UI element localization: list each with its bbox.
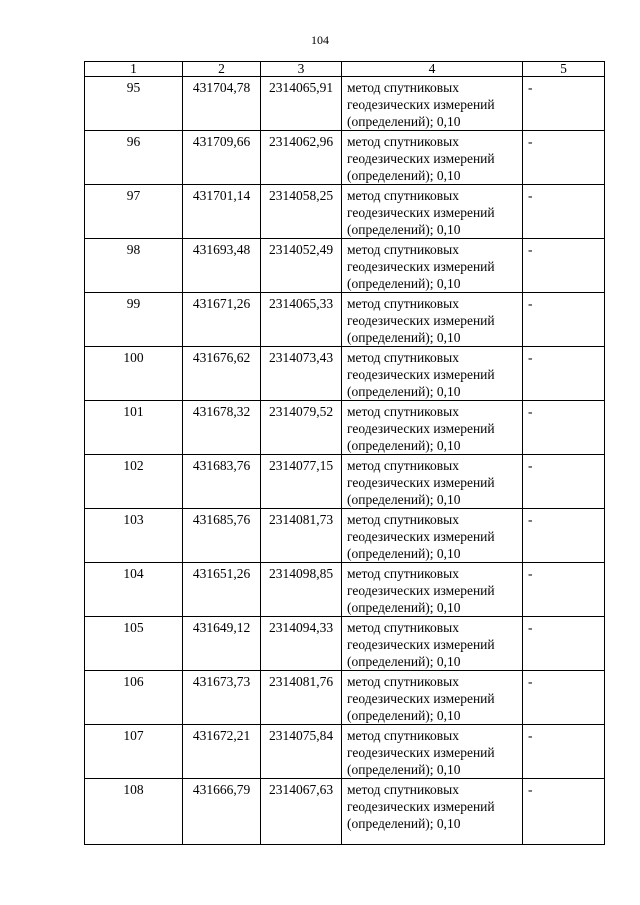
note-cell: - — [523, 671, 605, 725]
note-cell: - — [523, 509, 605, 563]
coord-y: 2314073,43 — [261, 347, 342, 401]
method-line: геодезических измерений — [347, 745, 495, 760]
method-cell — [342, 725, 523, 779]
point-number: 97 — [85, 185, 183, 239]
method-line: геодезических измерений — [347, 529, 495, 544]
coord-x: 431709,66 — [183, 131, 261, 185]
method-line: геодезических измерений — [347, 313, 495, 328]
coordinates-table — [84, 61, 605, 845]
header-col-5: 5 — [523, 62, 605, 77]
coord-y: 2314075,84 — [261, 725, 342, 779]
point-number: 100 — [85, 347, 183, 401]
method-line: (определений); 0,10 — [347, 546, 461, 561]
header-col-3: 3 — [261, 62, 342, 77]
coord-y: 2314058,25 — [261, 185, 342, 239]
note-cell: - — [523, 725, 605, 779]
table-row — [85, 401, 605, 455]
method-line: метод спутниковых — [347, 512, 459, 527]
method-line: геодезических измерений — [347, 799, 495, 814]
table-row — [85, 347, 605, 401]
coord-y: 2314065,91 — [261, 77, 342, 131]
method-cell — [342, 779, 523, 845]
coord-y: 2314098,85 — [261, 563, 342, 617]
method-line: метод спутниковых — [347, 296, 459, 311]
method-cell — [342, 293, 523, 347]
note-cell: - — [523, 293, 605, 347]
method-line: (определений); 0,10 — [347, 708, 461, 723]
method-line: метод спутниковых — [347, 728, 459, 743]
method-line: геодезических измерений — [347, 97, 495, 112]
note-cell: - — [523, 617, 605, 671]
table-row — [85, 671, 605, 725]
coord-x: 431704,78 — [183, 77, 261, 131]
point-number: 107 — [85, 725, 183, 779]
point-number: 101 — [85, 401, 183, 455]
method-line: геодезических измерений — [347, 475, 495, 490]
method-cell — [342, 77, 523, 131]
method-line: метод спутниковых — [347, 620, 459, 635]
method-line: (определений); 0,10 — [347, 762, 461, 777]
coord-y: 2314067,63 — [261, 779, 342, 845]
method-cell — [342, 239, 523, 293]
method-cell — [342, 617, 523, 671]
table-header — [85, 62, 605, 77]
method-cell — [342, 671, 523, 725]
coord-x: 431685,76 — [183, 509, 261, 563]
method-line: геодезических измерений — [347, 259, 495, 274]
method-line: (определений); 0,10 — [347, 654, 461, 669]
method-line: (определений); 0,10 — [347, 492, 461, 507]
table-row — [85, 563, 605, 617]
point-number: 99 — [85, 293, 183, 347]
point-number: 103 — [85, 509, 183, 563]
table-row — [85, 185, 605, 239]
page-number: 104 — [311, 33, 329, 47]
method-line: (определений); 0,10 — [347, 276, 461, 291]
table-row — [85, 293, 605, 347]
method-line: (определений); 0,10 — [347, 168, 461, 183]
point-number: 105 — [85, 617, 183, 671]
note-cell: - — [523, 239, 605, 293]
point-number: 96 — [85, 131, 183, 185]
point-number: 98 — [85, 239, 183, 293]
point-number: 108 — [85, 779, 183, 845]
method-line: геодезических измерений — [347, 691, 495, 706]
method-cell — [342, 509, 523, 563]
method-line: (определений); 0,10 — [347, 114, 461, 129]
note-cell: - — [523, 563, 605, 617]
point-number: 95 — [85, 77, 183, 131]
method-line: геодезических измерений — [347, 151, 495, 166]
note-cell: - — [523, 779, 605, 845]
method-line: метод спутниковых — [347, 674, 459, 689]
coord-y: 2314052,49 — [261, 239, 342, 293]
method-cell — [342, 131, 523, 185]
coord-y: 2314065,33 — [261, 293, 342, 347]
method-cell — [342, 455, 523, 509]
table-row — [85, 77, 605, 131]
method-line: метод спутниковых — [347, 134, 459, 149]
table-row — [85, 239, 605, 293]
method-line: метод спутниковых — [347, 242, 459, 257]
method-cell — [342, 401, 523, 455]
point-number: 104 — [85, 563, 183, 617]
method-line: метод спутниковых — [347, 80, 459, 95]
method-line: геодезических измерений — [347, 205, 495, 220]
table-row — [85, 131, 605, 185]
point-number: 106 — [85, 671, 183, 725]
method-line: геодезических измерений — [347, 367, 495, 382]
coord-y: 2314062,96 — [261, 131, 342, 185]
method-cell — [342, 347, 523, 401]
table-row — [85, 455, 605, 509]
coord-y: 2314081,76 — [261, 671, 342, 725]
note-cell: - — [523, 185, 605, 239]
method-line: (определений); 0,10 — [347, 816, 461, 831]
coord-x: 431649,12 — [183, 617, 261, 671]
method-line: метод спутниковых — [347, 782, 459, 797]
method-line: метод спутниковых — [347, 404, 459, 419]
coord-y: 2314081,73 — [261, 509, 342, 563]
method-line: метод спутниковых — [347, 188, 459, 203]
coord-y: 2314077,15 — [261, 455, 342, 509]
coord-x: 431676,62 — [183, 347, 261, 401]
coord-x: 431678,32 — [183, 401, 261, 455]
header-col-1: 1 — [85, 62, 183, 77]
coord-y: 2314094,33 — [261, 617, 342, 671]
method-line: (определений); 0,10 — [347, 222, 461, 237]
method-line: (определений); 0,10 — [347, 384, 461, 399]
method-line: геодезических измерений — [347, 583, 495, 598]
header-row — [85, 62, 605, 77]
method-line: геодезических измерений — [347, 421, 495, 436]
method-cell — [342, 563, 523, 617]
coord-x: 431666,79 — [183, 779, 261, 845]
note-cell: - — [523, 77, 605, 131]
note-cell: - — [523, 455, 605, 509]
coord-y: 2314079,52 — [261, 401, 342, 455]
method-line: геодезических измерений — [347, 637, 495, 652]
table-body — [85, 77, 605, 845]
coord-x: 431651,26 — [183, 563, 261, 617]
header-col-4: 4 — [342, 62, 523, 77]
method-line: (определений); 0,10 — [347, 438, 461, 453]
note-cell: - — [523, 347, 605, 401]
method-cell — [342, 185, 523, 239]
coord-x: 431671,26 — [183, 293, 261, 347]
coord-x: 431701,14 — [183, 185, 261, 239]
header-col-2: 2 — [183, 62, 261, 77]
table-row — [85, 617, 605, 671]
point-number: 102 — [85, 455, 183, 509]
method-line: метод спутниковых — [347, 350, 459, 365]
coord-x: 431683,76 — [183, 455, 261, 509]
method-line: (определений); 0,10 — [347, 330, 461, 345]
coord-x: 431693,48 — [183, 239, 261, 293]
table-row — [85, 779, 605, 845]
note-cell: - — [523, 401, 605, 455]
table-row — [85, 509, 605, 563]
table-row — [85, 725, 605, 779]
coord-x: 431672,21 — [183, 725, 261, 779]
method-line: метод спутниковых — [347, 458, 459, 473]
coord-x: 431673,73 — [183, 671, 261, 725]
method-line: (определений); 0,10 — [347, 600, 461, 615]
note-cell: - — [523, 131, 605, 185]
method-line: метод спутниковых — [347, 566, 459, 581]
